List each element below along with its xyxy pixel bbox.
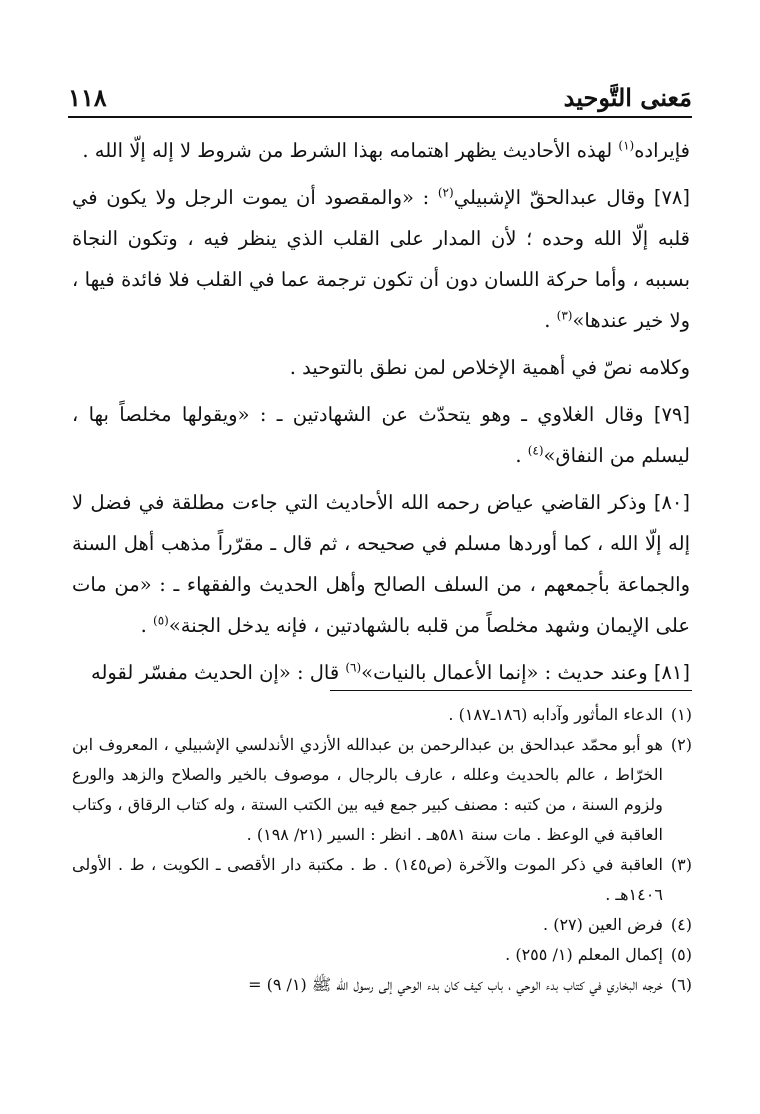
- footnote-text: هو أبو محمّد عبدالحق بن عبدالرحمن بن عبدالله الأزدي الأندلسي الإشبيلي ، المعروف ابن الخرّاط ، عالم بالحديث وعلله ، عارف بالرجال ، موصوف بالخير والصلاح والزهد والورع ولزوم السنة ، من كتبه : مصنف كبير جمع فيه بين الكتب الستة ، وله كتاب الرقاق ، وكتاب العاقبة في الوعظ . مات سنة ٥٨١هـ . انظر : السير (٢١/ ١٩٨) .: [72, 735, 663, 844]
- footnote-text: العاقبة في ذكر الموت والآخرة (ص١٤٥) . ط . مكتبة دار الأقصى ـ الكويت ، ط . الأولى ١٤٠٦هـ .: [72, 855, 663, 904]
- footnote: [72, 940, 692, 970]
- page-number: ١١٨: [68, 83, 107, 112]
- footnote-number: (٦): [670, 975, 692, 994]
- paragraph: [٨١] وعند حديث : «إنما الأعمال بالنيات»$^{(٦)}$ قال : «إن الحديث مفسّر لقوله: [90, 660, 690, 684]
- footnote-ref[interactable]: (٤): [527, 443, 544, 458]
- footnote-number: (١): [670, 705, 692, 724]
- footnote-ref[interactable]: (٢): [437, 185, 454, 200]
- footnote-text: إكمال المعلم (١/ ٢٥٥) .: [505, 945, 663, 964]
- footnote: [72, 850, 692, 910]
- footnote-number: (٢): [670, 735, 692, 754]
- paragraph-number: [٨١]: [653, 661, 690, 684]
- paragraph: فإيراده$^{(١)}$ لهذه الأحاديث يظهر اهتمامه بهذا الشرط من شروط لا إله إلّا الله .: [82, 138, 690, 162]
- footnote: [72, 910, 692, 940]
- footnote-number: (٥): [670, 945, 692, 964]
- page-header: [68, 72, 692, 118]
- footnotes: [72, 700, 692, 1000]
- footnote-ref[interactable]: (٣): [556, 308, 573, 323]
- footnote: [72, 700, 692, 730]
- paragraph: [٧٩] وقال الغلاوي ـ وهو يتحدّث عن الشهادتين ـ : «ويقولها مخلصاً بها ، ليسلم من النفاق»$^{(٤)}$ .: [72, 403, 690, 467]
- footnote-text: خرجه البخاري في كتاب بدء الوحي ، باب كيف كان بدء الوحي إلى رسول الله ﷺ (١/ ٩) =: [248, 975, 663, 994]
- paragraph-number: [٧٨]: [653, 186, 690, 209]
- footnote-text: فرض العين (٢٧) .: [543, 915, 663, 934]
- footnote-divider: [330, 690, 692, 691]
- footnote-text: الدعاء المأثور وآدابه (١٨٦ـ١٨٧) .: [448, 705, 663, 724]
- running-title: مَعنى التَّوحيد: [563, 83, 692, 112]
- footnote-ref[interactable]: (١): [618, 138, 635, 153]
- paragraph: [٧٨] وقال عبدالحقّ الإشبيلي$^{(٢)}$ : «والمقصود أن يموت الرجل ولا يكون في قلبه إلّا الله وحده ؛ لأن المدار على القلب الذي ينظر فيه ، وتكون النجاة بسببه ، وأما حركة اللسان دون أن تكون ترجمة عما في القلب فلا فائدة فيها ، ولا خير عندها»$^{(٣)}$ .: [72, 185, 690, 332]
- paragraph-number: [٧٩]: [653, 403, 690, 426]
- footnote-ref[interactable]: (٥): [153, 613, 169, 628]
- main-text: [72, 130, 690, 699]
- footnote-number: (٤): [670, 915, 692, 934]
- paragraph: [٨٠] وذكر القاضي عياض رحمه الله الأحاديث التي جاءت مطلقة في فضل لا إله إلّا الله ، كما أوردها مسلم في صحيحه ، ثم قال ـ مقرّراً مذهب أهل السنة والجماعة بأجمعهم ، من السلف الصالح وأهل الحديث والفقهاء ـ : «من مات على الإيمان وشهد مخلصاً من قلبه بالشهادتين ، فإنه يدخل الجنة»$^{(٥)}$ .: [72, 491, 690, 637]
- footnote: [72, 730, 692, 850]
- paragraph-number: [٨٠]: [653, 491, 690, 514]
- footnote-number: (٣): [670, 855, 692, 874]
- footnote: [72, 970, 692, 1000]
- footnote-ref[interactable]: (٦): [345, 660, 362, 675]
- paragraph: وكلامه نصّ في أهمية الإخلاص لمن نطق بالتوحيد .: [289, 356, 690, 379]
